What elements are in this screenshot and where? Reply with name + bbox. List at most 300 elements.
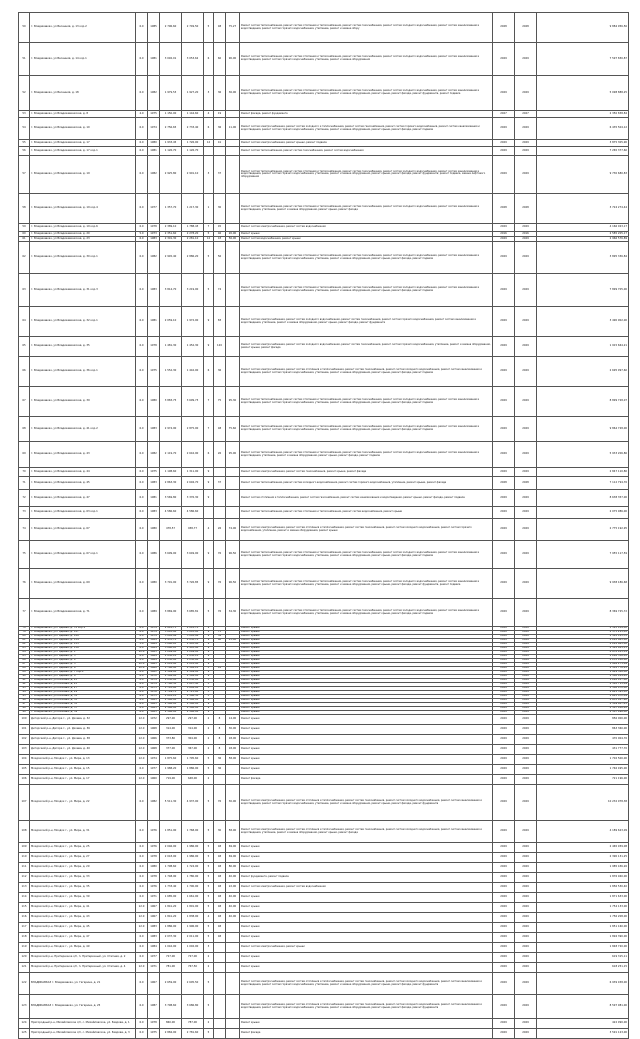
cost-cell: 2 246 356,83 [537, 655, 629, 659]
living-area-cell: 2 886,20 [182, 242, 204, 274]
cost-cell: 3 875 305,90 [537, 140, 629, 147]
row-number: 74 [19, 519, 30, 541]
works-list-cell: Ремонт систем теплоснабжения, ремонт систем отопления и теплоснабжения, ремонт систем газоснабжения, ремонт систем холодного водоснабжения, ремонт систем канализования и водоотведения, ремонт систем горячего водоснабжения, утепление, ремонт и замена оборудования, ремонт крыши, ремонт фасада, ремонт подвала [240, 387, 493, 417]
floors-cell: 6 [204, 43, 214, 76]
address-cell: г. Владикавказ, ул Калоева, д. 29 [30, 691, 136, 695]
cost-cell: 470 004,76 [537, 735, 629, 745]
works-list-cell: Ремонт крыши [240, 963, 493, 973]
table-row [19, 507, 629, 519]
address-cell: г. Владикавказ, ул Калоева, д. 39 [30, 711, 136, 715]
entrances-cell: 48 [214, 863, 226, 873]
row-number: 121 [19, 963, 30, 973]
total-area-cell: 2 043,00 [160, 853, 182, 863]
nonresidential-area-cell [226, 973, 240, 995]
works-list-cell: Ремонт крыши [240, 659, 493, 663]
plan-year-start-cell: 2029 [493, 679, 515, 683]
cost-cell: 1 756 208,00 [537, 913, 629, 923]
build-year-cell: 1971 [148, 963, 160, 973]
plan-year-start-cell: 2028 [493, 635, 515, 639]
total-area-cell: 3 569,80 [160, 490, 182, 507]
living-area-cell: 3 376,30 [182, 490, 204, 507]
living-area-cell: 2 278,20 [182, 232, 204, 237]
plan-year-end-cell: 2029 [515, 643, 537, 647]
nonresidential-area-cell: 96,50 [226, 541, 240, 569]
plan-year-start-cell: 2029 [493, 76, 515, 111]
cost-cell: 1 702 500,00 [537, 755, 629, 765]
floors-cell: 5 [204, 679, 214, 683]
wall-material-cell: 6.0 [136, 417, 148, 442]
nonresidential-area-cell [226, 1019, 240, 1029]
living-area-cell: 2 694,70 [182, 477, 204, 490]
plan-year-start-cell: 2029 [493, 118, 515, 140]
total-area-cell: 1 768,80 [160, 667, 182, 671]
living-area-cell: 2 850,10 [182, 655, 204, 659]
nonresidential-area-cell: 58,00 [226, 821, 240, 843]
plan-year-end-cell: 2029 [515, 913, 537, 923]
wall-material-cell: 6.0 [136, 569, 148, 599]
floors-cell: 2 [204, 963, 214, 973]
works-list-cell: Ремонт крыши [240, 691, 493, 695]
plan-year-start-cell: 2028 [493, 477, 515, 490]
entrances-cell: 76 [214, 599, 226, 627]
build-year-cell: 1983 [148, 477, 160, 490]
entrances-cell: 37 [214, 156, 226, 194]
address-cell: г. Владикавказ, ул Калоева, д. 27 [30, 687, 136, 691]
total-area-cell: 2 037,30 [160, 933, 182, 943]
build-year-cell: 1976 [148, 843, 160, 853]
total-area-cell: 3 002,96 [160, 635, 182, 639]
living-area-cell: 2 985,88 [182, 643, 204, 647]
nonresidential-area-cell: 74,00 [226, 519, 240, 541]
cost-cell: 7 899 705,00 [537, 274, 629, 307]
nonresidential-area-cell: 40,00 [226, 893, 240, 903]
total-area-cell: 2 351,60 [160, 232, 182, 237]
living-area-cell: 3 685,81 [182, 599, 204, 627]
floors-cell: 2 [204, 735, 214, 745]
plan-year-end-cell: 2029 [515, 651, 537, 655]
living-area-cell: 3 053,62 [182, 43, 204, 76]
row-number: 72 [19, 490, 30, 507]
living-area-cell: 1 972,00 [182, 307, 204, 337]
build-year-cell: 1974 [148, 631, 160, 635]
wall-material-cell: 12.0 [136, 755, 148, 765]
table-row [19, 76, 629, 111]
floors-cell: 5 [204, 599, 214, 627]
row-number: 88 [19, 667, 30, 671]
build-year-cell: 1983 [148, 707, 160, 711]
wall-material-cell: 6.0 [136, 387, 148, 417]
floors-cell: 2 [204, 725, 214, 735]
cost-cell: 2 695 997,60 [537, 357, 629, 387]
floors-cell: 5 [204, 683, 214, 687]
plan-year-end-cell: 2029 [515, 765, 537, 775]
cost-cell: 8 899 728,07 [537, 387, 629, 417]
entrances-cell: 8 [214, 715, 226, 725]
wall-material-cell: 6.0 [136, 519, 148, 541]
living-area-cell: 2 781,60 [182, 1029, 204, 1039]
nonresidential-area-cell: 30,00 [226, 725, 240, 735]
address-cell: г. Владикавказ, ул Гадиева, д. 6 [30, 667, 136, 671]
housing-repair-register-table [18, 12, 629, 1039]
floors-cell: 9 [204, 659, 214, 663]
address-cell: г. Владикавказ, ул Гадиева, д. 8 [30, 675, 136, 679]
nonresidential-area-cell: 30,00 [226, 785, 240, 821]
floors-cell: 9 [204, 647, 214, 651]
build-year-cell: 1982 [148, 76, 160, 111]
cost-cell: 3 591 123,00 [537, 1029, 629, 1039]
table-row [19, 745, 629, 755]
total-area-cell: 2 569,00 [160, 671, 182, 675]
wall-material-cell: 6.0 [136, 675, 148, 679]
build-year-cell: 1987 [148, 995, 160, 1019]
cost-cell: 8 638 357,00 [537, 490, 629, 507]
wall-material-cell: 6.0 [136, 995, 148, 1019]
build-year-cell: 1964 [148, 643, 160, 647]
build-year-cell: 1975 [148, 357, 160, 387]
cost-cell: 1 754 133,00 [537, 903, 629, 913]
row-number: 81 [19, 639, 30, 643]
wall-material-cell: 6.0 [136, 468, 148, 477]
address-cell: Пригородный р-н, Михайловское с/п, с. Михайловское, ул. Бзарова, д. 1 [30, 1019, 136, 1029]
works-list-cell: Ремонт крыши [240, 671, 493, 675]
address-cell: Дигорский р-н, Дигора г., ул. Дзоева, д. 32 [30, 715, 136, 725]
living-area-cell: 2 596,00 [182, 699, 204, 703]
floors-cell: 5 [204, 995, 214, 1019]
wall-material-cell: 6.0 [136, 599, 148, 627]
works-list-cell: Ремонт крыши [240, 687, 493, 691]
build-year-cell: 1964 [148, 659, 160, 663]
plan-year-start-cell: 2029 [493, 913, 515, 923]
build-year-cell: 1986 [148, 541, 160, 569]
build-year-cell: 1968 [148, 745, 160, 755]
build-year-cell: 1984 [148, 639, 160, 643]
cost-cell: 6 435 504,12 [537, 118, 629, 140]
works-list-cell: Ремонт систем теплоснабжения, ремонт систем отопления и теплоснабжения, ремонт систем газоснабжения, ремонт систем холодного водоснабжения, ремонт систем канализования и водоотведения, ремонт систем горячего водоснабжения, утепление, ремонт и замена оборудования, ремонт крыши, ремонт фасада, ремонт фундамента, ремонт подвала [240, 569, 493, 599]
floors-cell: 9 [204, 655, 214, 659]
total-area-cell: 1 552,30 [160, 357, 182, 387]
build-year-cell: 1983 [148, 274, 160, 307]
living-area-cell: 4 937,00 [182, 785, 204, 821]
plan-year-start-cell: 2028 [493, 194, 515, 224]
build-year-cell: 1978 [148, 873, 160, 883]
total-area-cell: 3 003,90 [160, 631, 182, 635]
works-list-cell: Ремонт крыши [240, 232, 493, 237]
build-year-cell: 1983 [148, 923, 160, 933]
table-row [19, 843, 629, 853]
row-number: 51 [19, 43, 30, 76]
row-number: 58 [19, 194, 30, 224]
build-year-cell: 1977 [148, 765, 160, 775]
row-number: 71 [19, 477, 30, 490]
table-row [19, 307, 629, 337]
cost-cell: 8 369 725,72 [537, 599, 629, 627]
plan-year-start-cell: 2028 [493, 631, 515, 635]
plan-year-start-cell: 2029 [493, 1029, 515, 1039]
total-area-cell: 2 945,40 [160, 242, 182, 274]
plan-year-end-cell: 2029 [515, 691, 537, 695]
floors-cell: 3 [204, 156, 214, 194]
floors-cell: 9 [204, 671, 214, 675]
plan-year-start-cell: 2028 [493, 13, 515, 43]
plan-year-end-cell: 2029 [515, 569, 537, 599]
plan-year-end-cell: 2029 [515, 156, 537, 194]
plan-year-start-cell: 2029 [493, 643, 515, 647]
plan-year-end-cell: 2029 [515, 695, 537, 699]
entrances-cell: 74 [214, 274, 226, 307]
total-area-cell: 1 886,00 [160, 923, 182, 933]
works-list-cell: Ремонт крыши [240, 651, 493, 655]
table-row [19, 821, 629, 843]
wall-material-cell: 6.0 [136, 237, 148, 242]
cost-cell: 1 894 390,00 [537, 933, 629, 943]
address-cell: г. Владикавказ, ул Весенняя, д. 14 кор.1 [30, 43, 136, 76]
row-number: 98 [19, 707, 30, 711]
wall-material-cell: 6.0 [136, 13, 148, 43]
living-area-cell: 2 596,00 [182, 707, 204, 711]
cost-cell: 3 895 336,84 [537, 242, 629, 274]
entrances-cell: 8 [214, 725, 226, 735]
living-area-cell: 2 030,70 [182, 639, 204, 643]
plan-year-start-cell: 2029 [493, 507, 515, 519]
works-list-cell: Ремонт систем теплоснабжения, ремонт систем отопления и теплоснабжения, ремонт систем газоснабжения, ремонт систем холодного водоснабжения, ремонт систем канализования и водоотведения, ремонт систем горячего водоснабжения, утепление, ремонт и замена оборудования, ремонт крыши, ремонт фасада, ремонт подвала [240, 274, 493, 307]
build-year-cell: 1968 [148, 725, 160, 735]
living-area-cell: 4 586,60 [182, 507, 204, 519]
entrances-cell: 8 [214, 735, 226, 745]
build-year-cell: 1975 [148, 695, 160, 699]
address-cell: Моздокский р-н, Притеречное с/п, п. Притеречный, ул. Степная, д. 4 [30, 963, 136, 973]
living-area-cell: 1 927,20 [182, 76, 204, 111]
build-year-cell: 1983 [148, 703, 160, 707]
build-year-cell: 1978 [148, 224, 160, 232]
living-area-cell: 1 661,00 [182, 893, 204, 903]
plan-year-end-cell: 2029 [515, 519, 537, 541]
cost-cell: 2 393 189,00 [537, 627, 629, 631]
plan-year-start-cell: 2028 [493, 667, 515, 671]
living-area-cell: 2 364,10 [182, 667, 204, 671]
build-year-cell: 1976 [148, 691, 160, 695]
total-area-cell: 3 699,00 [160, 541, 182, 569]
works-list-cell: Ремонт систем теплоснабжения, ремонт систем отопления и теплоснабжения, ремонт систем водоснабжения, ремонт крыши [240, 507, 493, 519]
build-year-cell: 1977 [148, 953, 160, 963]
floors-cell [204, 147, 214, 156]
row-number: 97 [19, 703, 30, 707]
cost-cell: 1 985 436,26 [537, 863, 629, 873]
plan-year-end-cell: 2029 [515, 1019, 537, 1029]
table-row [19, 274, 629, 307]
entrances-cell: 30 [214, 821, 226, 843]
plan-year-end-cell: 2028 [515, 627, 537, 631]
plan-year-start-cell: 2029 [493, 337, 515, 357]
cost-cell: 9 884 956,56 [537, 13, 629, 43]
address-cell: г. Владикавказ, ул Владикавказская, д. 43 [30, 442, 136, 468]
address-cell: г. Владикавказ, ул Владикавказская, д. 30 кор.1 [30, 242, 136, 274]
wall-material-cell: 12.0 [136, 663, 148, 667]
wall-material-cell: 6.0 [136, 691, 148, 695]
table-row [19, 140, 629, 147]
plan-year-end-cell: 2029 [515, 745, 537, 755]
cost-cell: 2 581 776,95 [537, 667, 629, 671]
address-cell: Моздокский р-н, Моздок г., ул. Мира, д. 17 [30, 775, 136, 785]
works-list-cell: Ремонт систем электроснабжения, ремонт систем отопления и теплоснабжения, ремонт систем газоснабжения, ремонт систем холодного водоснабжения, ремонт систем канализования и водоотведения, ремонт систем горячего водоснабжения, утепление, ремонт и замена оборудования, ремонт крыши, ремонт фасада, ремонт подвала [240, 357, 493, 387]
plan-year-start-cell: 2029 [493, 687, 515, 691]
plan-year-start-cell: 2029 [493, 943, 515, 953]
total-area-cell: 2 925,80 [160, 156, 182, 194]
cost-cell: 2 567 916,26 [537, 707, 629, 711]
living-area-cell: 2 616,90 [182, 442, 204, 468]
works-list-cell: Ремонт систем электроснабжения, ремонт систем отопления и теплоснабжения, ремонт систем газоснабжения, ремонт систем холодного водоснабжения, ремонт систем канализования и водоотведения, утепление, ремонт и замена оборудования, ремонт крыши, ремонт фасада [240, 821, 493, 843]
living-area-cell: 2 605,50 [182, 973, 204, 995]
wall-material-cell: 6.0 [136, 973, 148, 995]
row-number: 67 [19, 387, 30, 417]
floors-cell: 5 [204, 843, 214, 853]
wall-material-cell: 6.0 [136, 1019, 148, 1029]
wall-material-cell: 6.0 [136, 659, 148, 663]
floors-cell: 9 [204, 651, 214, 655]
total-area-cell: 727,00 [160, 953, 182, 963]
entrances-cell [214, 775, 226, 785]
nonresidential-area-cell: 14,00 [226, 715, 240, 725]
wall-material-cell: 5.0 [136, 232, 148, 237]
table-row [19, 863, 629, 873]
address-cell: г. Владикавказ, ул Владикавказская, д. 47 [30, 490, 136, 507]
address-cell: Моздокский р-н, Моздок г., ул. Мира, д. 25 [30, 843, 136, 853]
plan-year-start-cell: 2029 [493, 274, 515, 307]
address-cell: г. Владикавказ, ул Владикавказская, д. 17 [30, 140, 136, 147]
nonresidential-area-cell: 34,30 [226, 599, 240, 627]
plan-year-start-cell: 2029 [493, 745, 515, 755]
nonresidential-area-cell [226, 963, 240, 973]
table-row [19, 883, 629, 893]
plan-year-start-cell: 2029 [493, 707, 515, 711]
plan-year-start-cell: 2029 [493, 735, 515, 745]
wall-material-cell: 12.0 [136, 745, 148, 755]
wall-material-cell: 12.0 [136, 903, 148, 913]
row-number: 93 [19, 687, 30, 691]
works-list-cell: Ремонт крыши [240, 631, 493, 635]
table-row [19, 943, 629, 953]
address-cell: Моздокский р-н, Моздок г., ул. Мира, д. 13 [30, 755, 136, 765]
living-area-cell: 1 700,00 [182, 883, 204, 893]
plan-year-end-cell: 2029 [515, 224, 537, 232]
works-list-cell: Ремонт систем водоснабжения, ремонт крыши [240, 237, 493, 242]
living-area-cell: 2 566,30 [182, 695, 204, 699]
living-area-cell: 1 217,30 [182, 194, 204, 224]
entrances-cell: 36 [214, 755, 226, 765]
wall-material-cell: 6.0 [136, 442, 148, 468]
living-area-cell: 1 452,30 [182, 337, 204, 357]
row-number: 124 [19, 1019, 30, 1029]
row-number: 50 [19, 13, 30, 43]
build-year-cell: 1976 [148, 883, 160, 893]
wall-material-cell: 12.0 [136, 651, 148, 655]
build-year-cell: 1983 [148, 699, 160, 703]
works-list-cell: Ремонт крыши [240, 755, 493, 765]
entrances-cell: 48 [214, 933, 226, 943]
cost-cell: 7 112 794,76 [537, 477, 629, 490]
row-number: 66 [19, 357, 30, 387]
cost-cell: 9 938 186,68 [537, 569, 629, 599]
floors-cell: 9 [204, 699, 214, 703]
total-area-cell: 3 060,65 [160, 643, 182, 647]
address-cell: г. Владикавказ, ул Владикавказская, д. 8 [30, 111, 136, 118]
cost-cell: 431 777,70 [537, 745, 629, 755]
entrances-cell: 41 [214, 140, 226, 147]
wall-material-cell: 6.0 [136, 140, 148, 147]
cost-cell: 2 242 663,82 [537, 639, 629, 643]
row-number: 125 [19, 1029, 30, 1039]
address-cell: Моздокский р-н, Моздок г., ул. Мира, д. 49 [30, 943, 136, 953]
total-area-cell: 860,00 [160, 1019, 182, 1029]
build-year-cell: 1970 [148, 675, 160, 679]
nonresidential-area-cell [226, 995, 240, 1019]
plan-year-start-cell: 2029 [493, 843, 515, 853]
plan-year-end-cell: 2029 [515, 442, 537, 468]
nonresidential-area-cell [226, 943, 240, 953]
cost-cell: 7 597 830,87 [537, 43, 629, 76]
address-cell: г. Владикавказ, ул Владикавказская, д. 23 [30, 237, 136, 242]
plan-year-end-cell: 2029 [515, 923, 537, 933]
wall-material-cell: 6.0 [136, 683, 148, 687]
plan-year-start-cell: 2029 [493, 140, 515, 147]
nonresidential-area-cell [226, 490, 240, 507]
plan-year-start-cell: 2029 [493, 569, 515, 599]
row-number: 86 [19, 659, 30, 663]
entrances-cell: 76 [214, 569, 226, 599]
total-area-cell: 3 798,60 [160, 995, 182, 1019]
wall-material-cell: 6.0 [136, 785, 148, 821]
nonresidential-area-cell [226, 357, 240, 387]
works-list-cell: Ремонт крыши [240, 707, 493, 711]
living-area-cell: 2 596,00 [182, 703, 204, 707]
cost-cell: 1 876 940,00 [537, 873, 629, 883]
living-area-cell: 2 985,88 [182, 647, 204, 651]
address-cell: Пригородный р-н, Михайловское с/п, с. Михайловское, ул. Бзарова, д. 3 [30, 1029, 136, 1039]
address-cell: г. Владикавказ, ул Гадиева, д. 136 [30, 647, 136, 651]
nonresidential-area-cell: 20,00 [226, 232, 240, 237]
works-list-cell: Ремонт крыши [240, 635, 493, 639]
entrances-cell: 36 [214, 118, 226, 140]
entrances-cell [214, 943, 226, 953]
floors-cell: 5 [204, 903, 214, 913]
living-area-cell: 2 011,00 [182, 933, 204, 943]
nonresidential-area-cell [226, 242, 240, 274]
table-row [19, 224, 629, 232]
table-row [19, 569, 629, 599]
floors-cell: 9 [204, 490, 214, 507]
wall-material-cell: 6.0 [136, 943, 148, 953]
works-list-cell: Ремонт крыши [240, 863, 493, 873]
wall-material-cell: 6.0 [136, 703, 148, 707]
total-area-cell: 478,57 [160, 519, 182, 541]
total-area-cell: 2 046,00 [160, 843, 182, 853]
entrances-cell: 26 [214, 442, 226, 468]
living-area-cell: 1 442,00 [182, 357, 204, 387]
cost-cell: 2 847 110,80 [537, 468, 629, 477]
plan-year-start-cell: 2028 [493, 675, 515, 679]
living-area-cell: 2 001,80 [182, 663, 204, 667]
wall-material-cell: 6.0 [136, 695, 148, 699]
entrances-cell [214, 468, 226, 477]
plan-year-start-cell: 2029 [493, 647, 515, 651]
cost-cell: 2 587 996,00 [537, 711, 629, 715]
wall-material-cell: 6.0 [136, 671, 148, 675]
row-number: 80 [19, 635, 30, 639]
wall-material-cell: 6.0 [136, 843, 148, 853]
plan-year-start-cell: 2029 [493, 853, 515, 863]
address-cell: г. Владикавказ, ул Владикавказская, д. 44 [30, 468, 136, 477]
wall-material-cell: 6.0 [136, 699, 148, 703]
build-year-cell: 1981 [148, 490, 160, 507]
